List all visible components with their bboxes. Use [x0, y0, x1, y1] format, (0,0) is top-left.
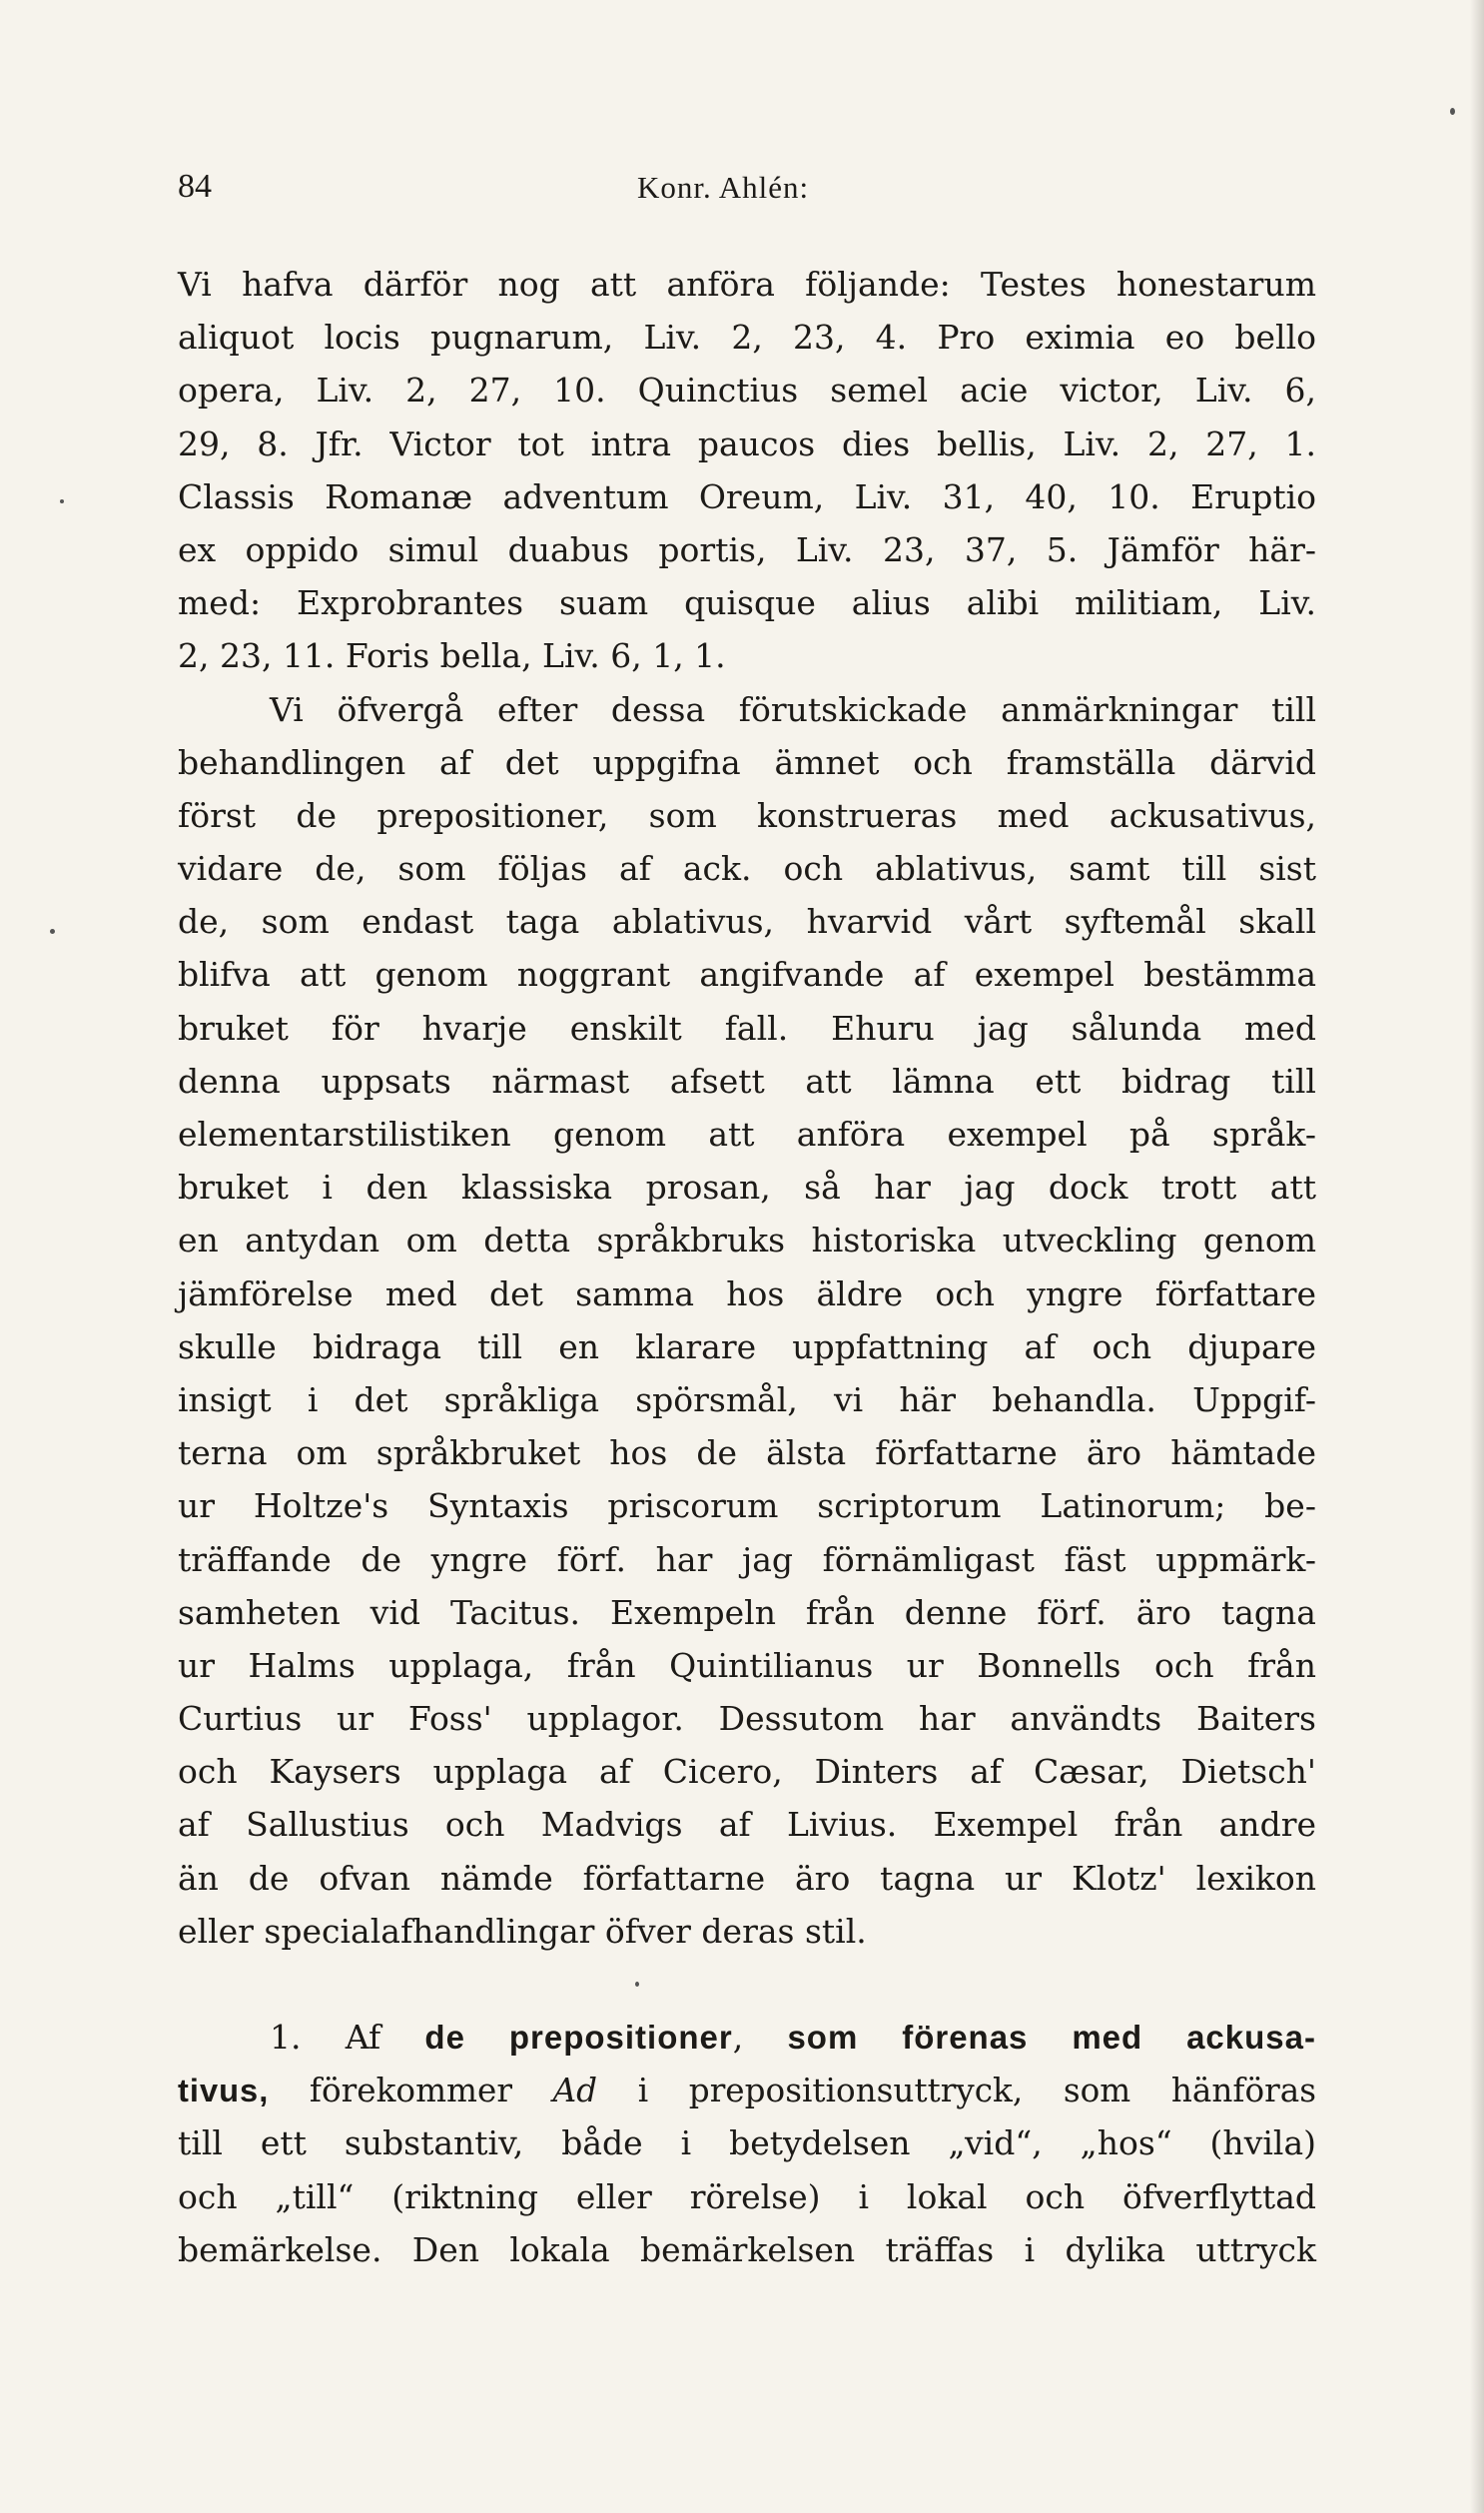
- bold-heading: som förenas med ackusa-: [787, 2019, 1316, 2056]
- text-line: terna om språkbruket hos de älsta författarne äro hämtade: [178, 1433, 1316, 1473]
- text-line: [178, 2064, 1316, 2116]
- section-gap: [178, 1958, 1316, 2011]
- text-line: än de ofvan nämde författarne äro tagna ur Klotz' lexikon: [178, 1858, 1316, 1898]
- text-line: en antydan om detta språkbruks historiska utveckling genom: [178, 1221, 1316, 1260]
- text-line: opera, Liv. 2, 27, 10. Quinctius semel acie victor, Liv. 6,: [178, 371, 1316, 411]
- text-line: denna uppsats närmast afsett att lämna ett bidrag till: [178, 1061, 1316, 1101]
- text-line: ur Holtze's Syntaxis priscorum scriptorum Latinorum; be-: [178, 1486, 1316, 1526]
- text-line: elementarstilistiken genom att anföra exempel på språk-: [178, 1115, 1316, 1154]
- text-line: först de prepositioner, som konstrueras med ackusativus,: [178, 795, 1316, 835]
- text-run: ,: [732, 2018, 788, 2057]
- paragraph-1: [178, 258, 1316, 683]
- running-head: [178, 168, 1316, 214]
- text-run: i prepositionsuttryck, som hänföras: [597, 2072, 1316, 2110]
- page-edge-shadow: [1470, 0, 1484, 2513]
- text-line: bruket i den klassiska prosan, så har jag dock trott att: [178, 1168, 1316, 1208]
- text-line: till ett substantiv, både i betydelsen „vid“, „hos“ (hvila): [178, 2123, 1316, 2163]
- text-line: Vi hafva därför nog att anföra följande: Testes honestarum: [178, 265, 1316, 304]
- text-line: behandlingen af det uppgifna ämnet och framställa därvid: [178, 742, 1316, 782]
- speck: [1450, 108, 1455, 115]
- bold-heading: de prepositioner: [424, 2019, 733, 2056]
- text-line: Classis Romanæ adventum Oreum, Liv. 31, 40, 10. Eruptio: [178, 476, 1316, 516]
- text-line: Vi öfvergå efter dessa förutskickade anmärkningar till: [270, 689, 1316, 729]
- text-line: 2, 23, 11. Foris bella, Liv. 6, 1, 1.: [178, 636, 726, 676]
- text-line: jämförelse med det samma hos äldre och yngre författare: [178, 1273, 1316, 1313]
- paragraph-2: [178, 683, 1316, 1959]
- text-line: vidare de, som följas af ack. och ablativus, samt till sist: [178, 849, 1316, 889]
- bold-heading: tivus,: [178, 2072, 270, 2109]
- text-line: och Kaysers upplaga af Cicero, Dinters af Cæsar, Dietsch': [178, 1752, 1316, 1792]
- speck: [60, 499, 64, 503]
- running-title: Konr. Ahlén:: [637, 170, 810, 205]
- text-line: träffande de yngre förf. har jag förnämligast fäst uppmärk-: [178, 1539, 1316, 1579]
- text-line: 29, 8. Jfr. Victor tot intra paucos dies bellis, Liv. 2, 27, 1.: [178, 423, 1316, 463]
- text-line: ex oppido simul duabus portis, Liv. 23, 37, 5. Jämför här-: [178, 529, 1316, 569]
- page-number: 84: [178, 168, 212, 205]
- text-line: de, som endast taga ablativus, hvarvid vårt syftemål skall: [178, 902, 1316, 942]
- text-run: förekommer: [269, 2072, 553, 2110]
- text-line: aliquot locis pugnarum, Liv. 2, 23, 4. Pro eximia eo bello: [178, 318, 1316, 358]
- text-line: [178, 2011, 1316, 2064]
- text-line: bruket för hvarje enskilt fall. Ehuru jag sålunda med: [178, 1008, 1316, 1048]
- text-line: eller specialafhandlingar öfver deras stil.: [178, 1911, 867, 1951]
- body-text: [178, 258, 1316, 2276]
- text-line: samheten vid Tacitus. Exempeln från denne förf. äro tagna: [178, 1592, 1316, 1632]
- text-line: blifva att genom noggrant angifvande af exempel bestämma: [178, 955, 1316, 995]
- text-line: ur Halms upplaga, från Quintilianus ur Bonnells och från: [178, 1645, 1316, 1685]
- text-line: bemärkelse. Den lokala bemärkelsen träffas i dylika uttryck: [178, 2229, 1316, 2269]
- speck: [50, 929, 55, 934]
- text-line: insigt i det språkliga spörsmål, vi här behandla. Uppgif-: [178, 1379, 1316, 1419]
- text-line: af Sallustius och Madvigs af Livius. Exempel från andre: [178, 1805, 1316, 1845]
- italic-term: Ad: [552, 2072, 598, 2110]
- text-line: Curtius ur Foss' upplagor. Dessutom har användts Baiters: [178, 1699, 1316, 1739]
- section-number: 1. Af: [270, 2018, 425, 2057]
- text-line: och „till“ (riktning eller rörelse) i lokal och öfverflyttad: [178, 2176, 1316, 2216]
- paragraph-3: [178, 2011, 1316, 2276]
- text-line: med: Exprobrantes suam quisque alius alibi militiam, Liv.: [178, 583, 1316, 623]
- text-line: skulle bidraga till en klarare uppfattning af och djupare: [178, 1326, 1316, 1366]
